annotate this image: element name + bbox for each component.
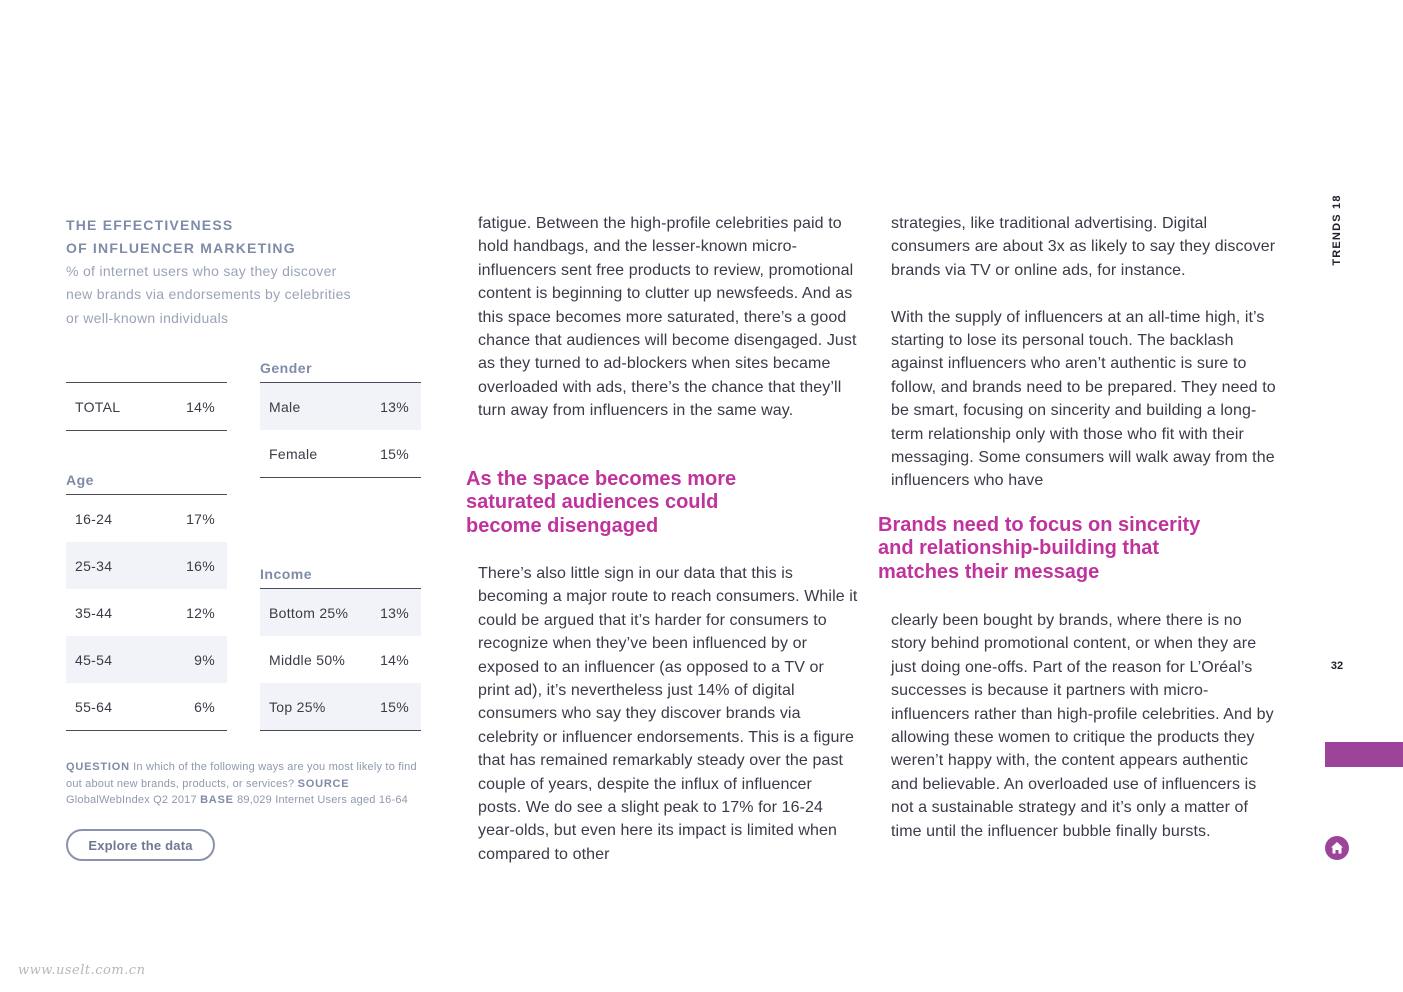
panel-subtitle: % of internet users who say they discover new brands via endorsements by celebrities or well-known individuals bbox=[66, 263, 351, 326]
column-2-paragraph-2: With the supply of influencers at an all-time high, it’s starting to lose its personal touch. The backlash against influencers who aren’t authentic is sure to follow, and brands need to be prepared. They need to be smart, focusing on sincerity and building a long-term relationship only with those who fit with their messaging. Some consumers will walk away from the influencers who have bbox=[891, 308, 1276, 490]
table-row bbox=[260, 589, 421, 636]
section-label-text: TRENDS 18 bbox=[1331, 194, 1343, 266]
row-label: 55-64 bbox=[75, 698, 113, 715]
row-value: 14% bbox=[380, 651, 409, 668]
table-row bbox=[66, 636, 227, 683]
table-row bbox=[260, 636, 421, 683]
column-2-headline: Brands need to focus on sincerity and relationship-building that matches their message bbox=[878, 514, 1201, 583]
income-heading: Income bbox=[260, 566, 313, 582]
page-number: 32 bbox=[1330, 660, 1344, 672]
question-label: QUESTION bbox=[66, 761, 130, 773]
row-value: 15% bbox=[380, 445, 409, 462]
income-table bbox=[260, 588, 421, 731]
base-label: BASE bbox=[200, 794, 234, 806]
table-row bbox=[260, 683, 421, 730]
row-value: 14% bbox=[186, 398, 215, 415]
explore-data-button[interactable]: Explore the data bbox=[66, 829, 215, 861]
row-label: Male bbox=[269, 398, 301, 415]
column-1-headline: As the space becomes more saturated audiences could become disengaged bbox=[466, 468, 737, 537]
row-value: 13% bbox=[380, 604, 409, 621]
row-label: 45-54 bbox=[75, 651, 113, 668]
row-label: 25-34 bbox=[75, 557, 113, 574]
row-label: Bottom 25% bbox=[269, 604, 349, 621]
table-row bbox=[260, 383, 421, 430]
total-table bbox=[66, 382, 227, 431]
table-row bbox=[66, 495, 227, 542]
row-label: Middle 50% bbox=[269, 651, 346, 668]
section-label bbox=[1330, 195, 1344, 265]
row-value: 17% bbox=[186, 510, 215, 527]
source-label: SOURCE bbox=[297, 777, 350, 790]
row-label: Female bbox=[269, 445, 318, 462]
column-2-paragraph-3: clearly been bought by brands, where there is no story behind promotional content, or when they are just doing one-offs. Part of the reason for L’Oréal’s successes is because it partners with micro-influencers rather than high-profile celebrities. And by allowing these women to critique the products they weren’t happy with, the content appears authentic and believable. An overloaded use of influencers is not a sustainable strategy and it’s only a matter of time until the influencer bubble finally bursts. bbox=[891, 612, 1274, 840]
panel-title bbox=[66, 214, 366, 260]
column-2-paragraph-1: strategies, like traditional advertising. Digital consumers are about 3x as likely to say they discover brands via TV or online ads, for instance. bbox=[891, 215, 1276, 279]
row-label: 35-44 bbox=[75, 604, 113, 621]
column-1-paragraph-1: fatigue. Between the high-profile celebrities paid to hold handbags, and the lesser-known micro-influencers sent free products to review, promotional content is beginning to clutter up newsfeeds. And as this space becomes more saturated, there’s a good chance that audiences will become disengaged. Just as they turned to ad-blockers when sites became overloaded with ads, there’s the chance that they’ll turn away from influencers in the same way. bbox=[478, 215, 857, 420]
base-text: 89,029 Internet Users aged 16-64 bbox=[237, 794, 408, 806]
gender-table bbox=[260, 382, 421, 478]
accent-bar bbox=[1325, 742, 1403, 767]
panel-title-line1: THE EFFECTIVENESS bbox=[66, 217, 234, 233]
source-note bbox=[66, 759, 426, 809]
gender-heading: Gender bbox=[260, 360, 313, 376]
watermark: www.uselt.com.cn bbox=[18, 963, 146, 978]
age-heading: Age bbox=[66, 472, 94, 488]
age-table bbox=[66, 494, 227, 731]
question-text: In which of the following ways are you most likely to find out about new brands, products, or services? bbox=[66, 761, 417, 790]
column-1-paragraph-2: There’s also little sign in our data that this is becoming a major route to reach consumers. While it could be argued that it’s harder for consumers to recognize when they’ve been influenced by or exposed to an influencer (as opposed to a TV or print ad), it’s nevertheless just 14% of digital consumers who say they discover brands via celebrity or influencer endorsements. This is a figure that has remained remarkably steady over the past couple of years, despite the influx of influencer posts. We do see a slight peak to 17% for 16-24 year-olds, but even here its impact is limited when compared to other bbox=[478, 565, 858, 863]
row-value: 12% bbox=[186, 604, 215, 621]
row-value: 13% bbox=[380, 398, 409, 415]
row-label: TOTAL bbox=[75, 398, 121, 415]
table-row bbox=[66, 542, 227, 589]
column-1-bottom bbox=[478, 562, 858, 890]
column-1-top bbox=[478, 212, 858, 446]
column-2-bottom bbox=[891, 609, 1276, 866]
table-row bbox=[260, 430, 421, 477]
panel-title-line2: OF INFLUENCER MARKETING bbox=[66, 240, 296, 256]
source-text: GlobalWebIndex Q2 2017 bbox=[66, 794, 197, 806]
row-label: Top 25% bbox=[269, 698, 326, 715]
row-label: 16-24 bbox=[75, 510, 113, 527]
home-button[interactable] bbox=[1325, 836, 1349, 860]
row-value: 6% bbox=[194, 698, 215, 715]
row-value: 16% bbox=[186, 557, 215, 574]
column-2-top bbox=[891, 212, 1276, 516]
home-icon bbox=[1329, 840, 1345, 856]
row-value: 9% bbox=[194, 651, 215, 668]
table-row bbox=[66, 589, 227, 636]
table-row bbox=[66, 383, 227, 430]
row-value: 15% bbox=[380, 698, 409, 715]
table-row bbox=[66, 683, 227, 730]
